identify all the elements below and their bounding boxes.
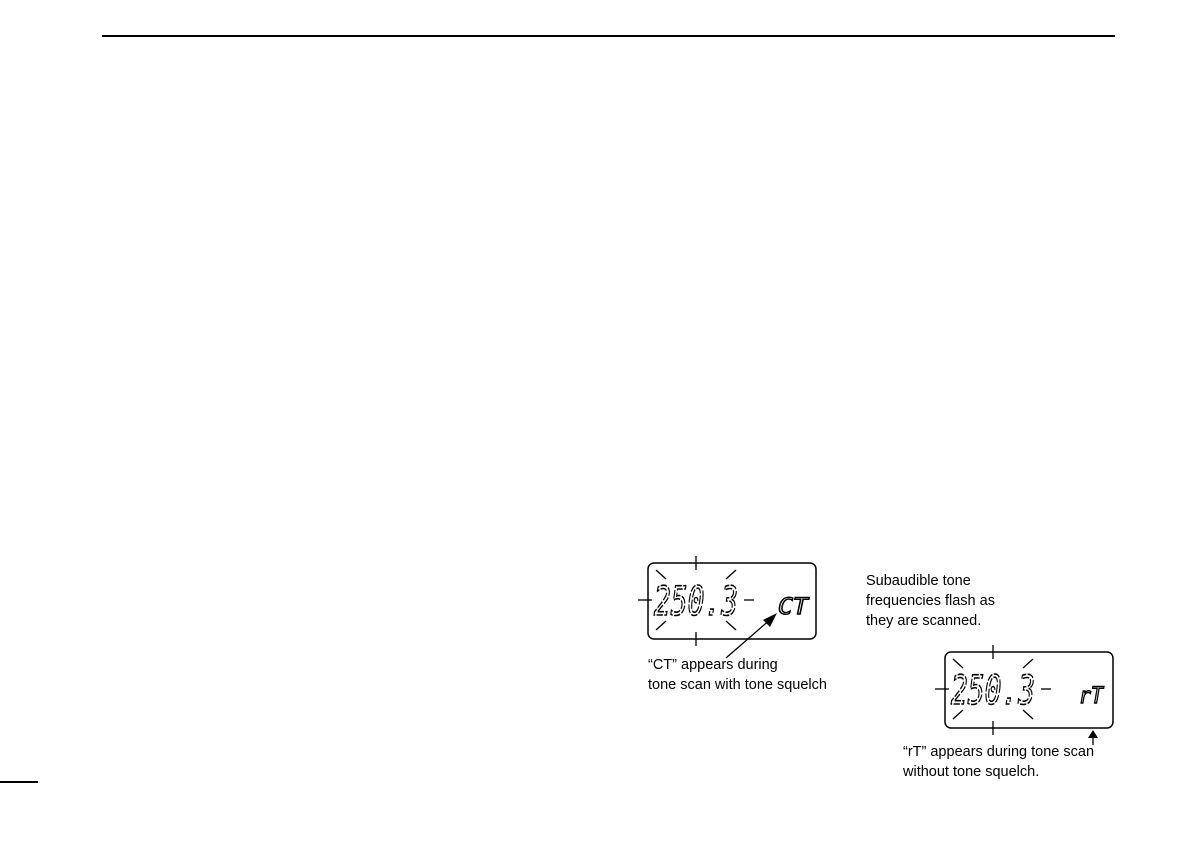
caption-flash-line-2: frequencies flash as	[866, 593, 995, 609]
page-header-rule	[102, 35, 1115, 37]
caption-flash	[866, 571, 995, 631]
caption-flash-line-3: they are scanned.	[866, 613, 982, 629]
page-footer-rule	[0, 781, 38, 783]
caption-rt-line-2: without tone squelch.	[903, 764, 1040, 780]
lcd-indicator: CT	[778, 595, 810, 620]
lcd-frequency: 250.3	[654, 579, 738, 625]
caption-ct	[648, 655, 827, 695]
caption-ct-line-1: “CT” appears during	[648, 657, 778, 673]
caption-ct-line-2: tone scan with tone squelch	[648, 677, 827, 693]
caption-flash-line-1: Subaudible tone	[866, 573, 971, 589]
lcd-frequency: 250.3	[951, 668, 1035, 714]
lcd-display-rt	[945, 651, 1115, 731]
lcd-rt-graphic	[945, 651, 1115, 731]
caption-rt	[903, 742, 1094, 782]
lcd-indicator: rT	[1079, 684, 1105, 709]
caption-rt-line-1: “rT” appears during tone scan	[903, 744, 1095, 760]
